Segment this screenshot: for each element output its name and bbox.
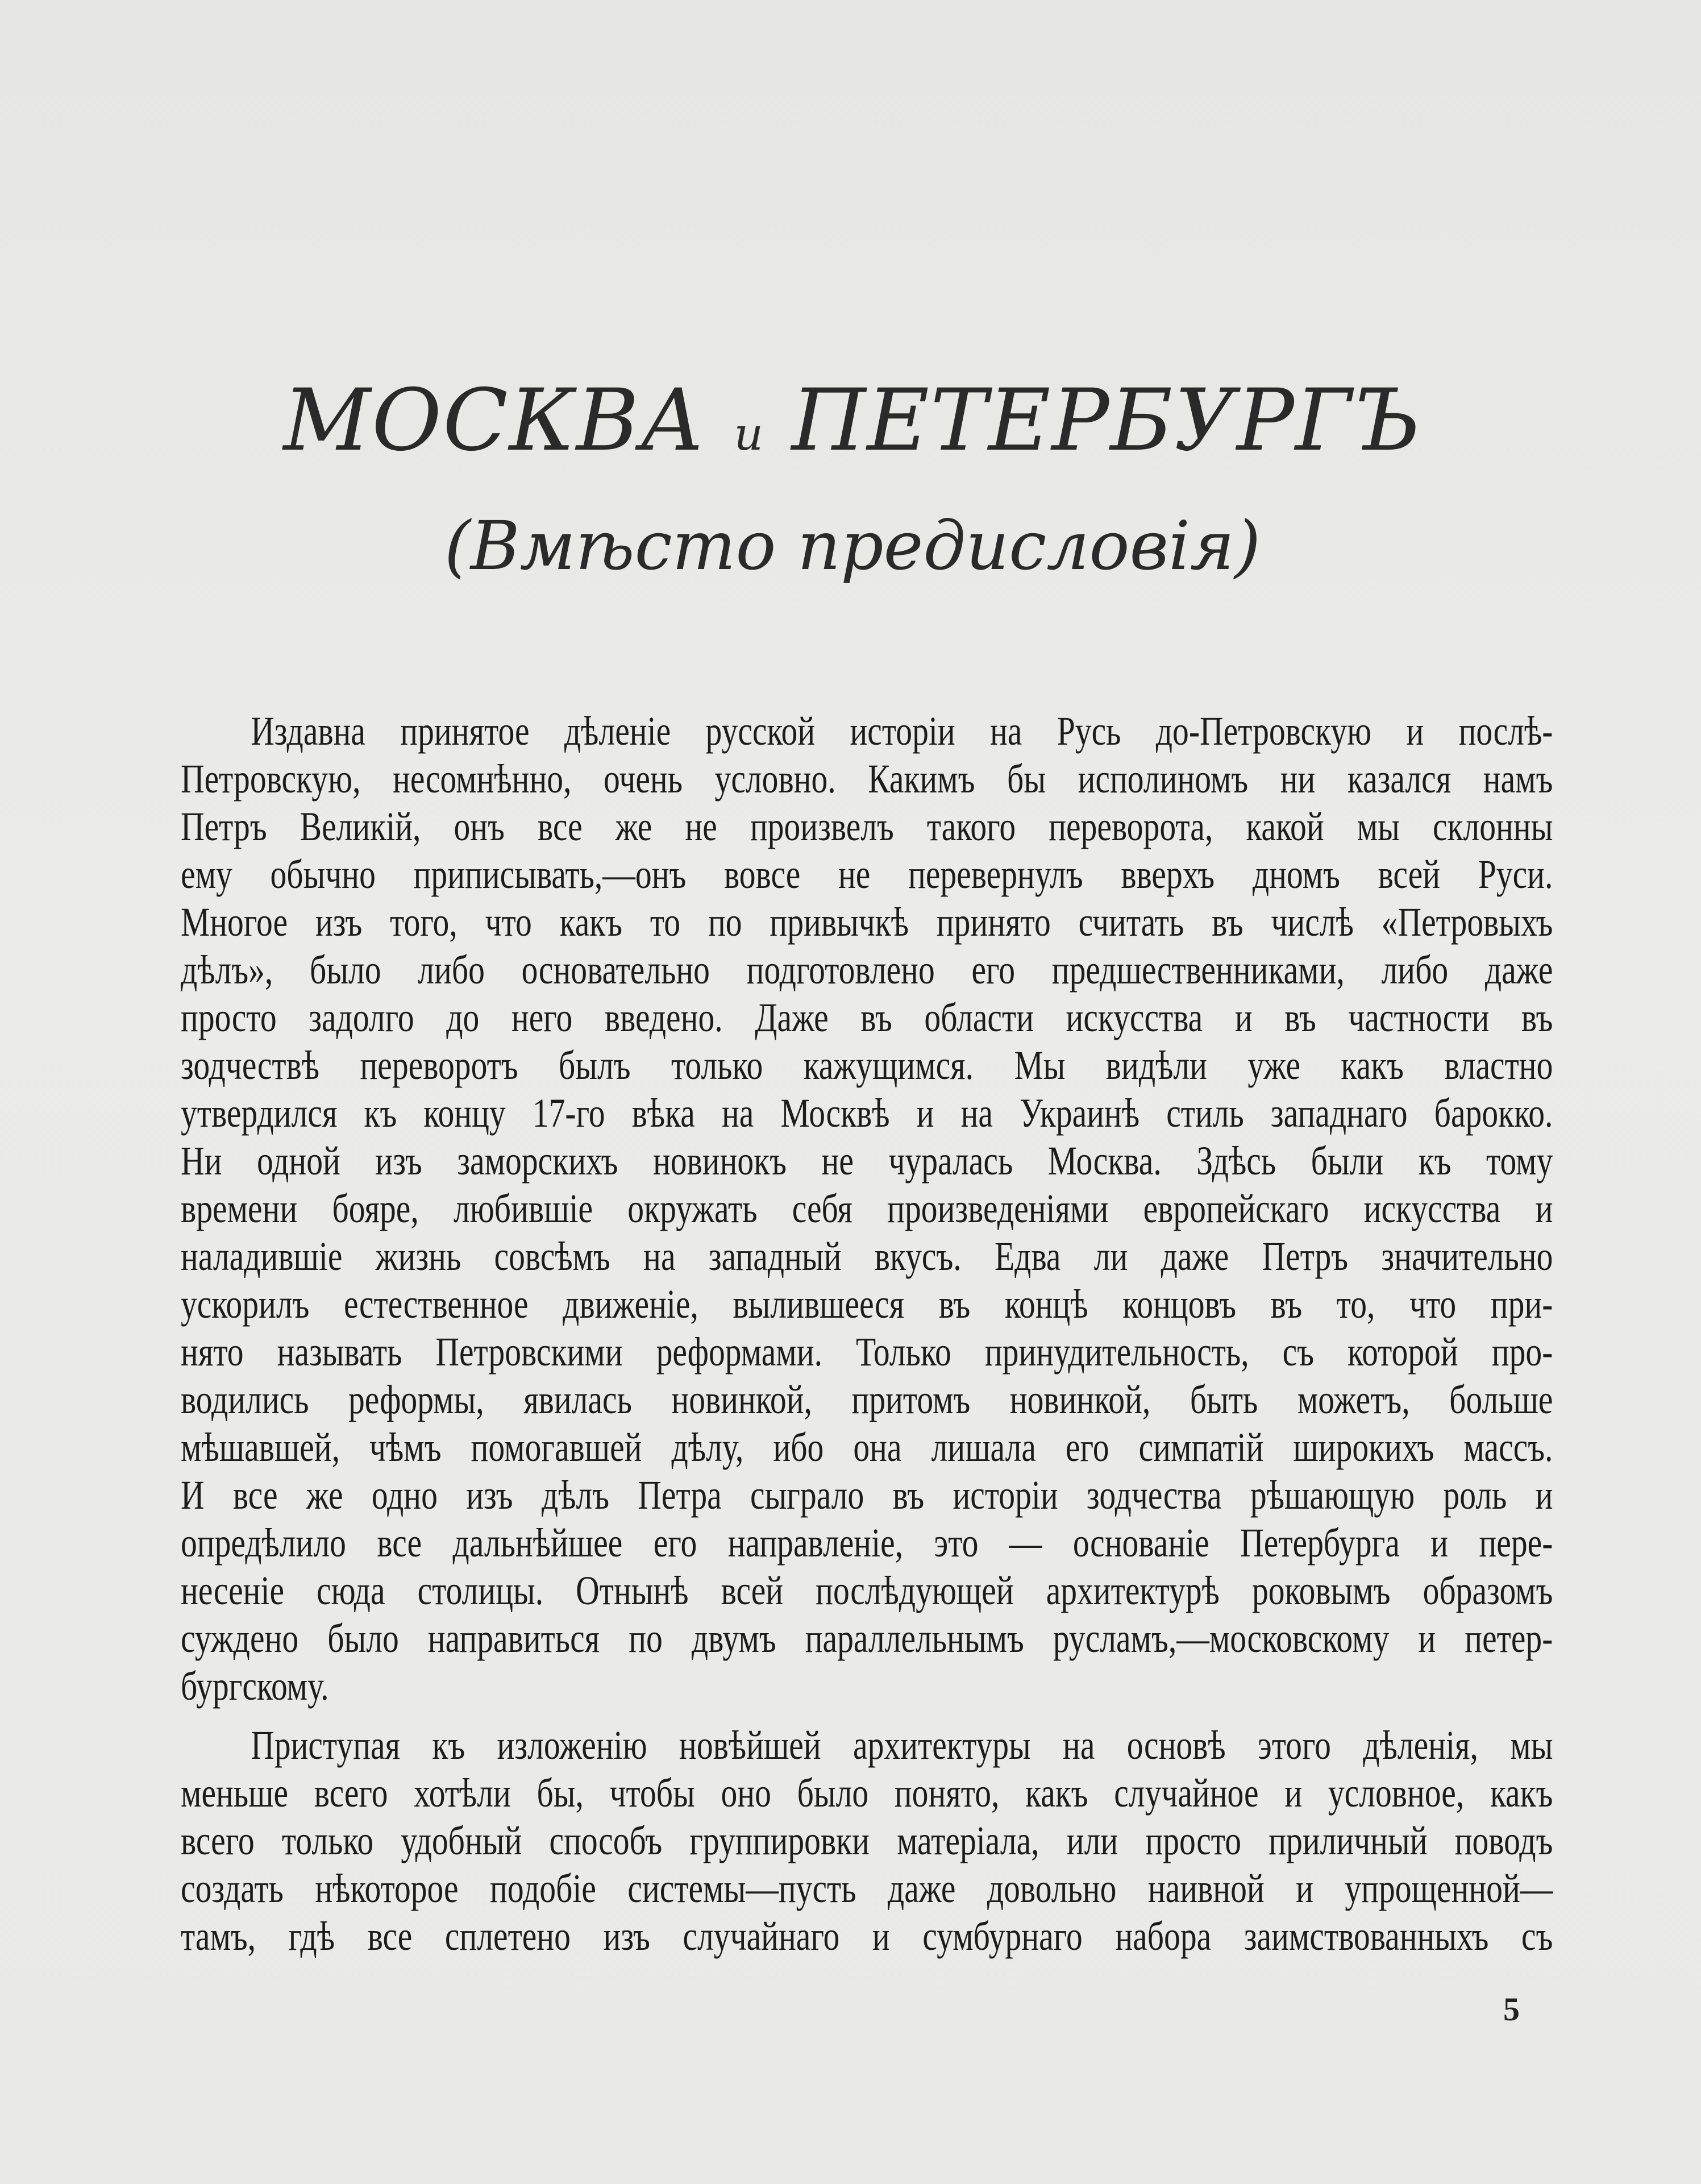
text-line: бургскому.: [181, 1663, 329, 1709]
text-line: мѣшавшей, чѣмъ помогавшей дѣлу, ибо она лишала его симпатій широкихъ массъ.: [181, 1425, 1553, 1470]
body-text: [181, 707, 1553, 1960]
page-number: 5: [1503, 1991, 1520, 2028]
text-line: тамъ, гдѣ все сплетено изъ случайнаго и сумбурнаго набора заимствованныхъ съ: [181, 1913, 1553, 1959]
text-line: нято называть Петровскими реформами. Только принудительность, съ которой про-: [181, 1329, 1553, 1375]
text-line: меньше всего хотѣли бы, чтобы оно было понято, какъ случайное и условное, какъ: [181, 1770, 1553, 1816]
text-line: Петровскую, несомнѣнно, очень условно. Какимъ бы исполиномъ ни казался намъ: [181, 756, 1553, 802]
text-line: времени бояре, любившіе окружать себя произведеніями европейскаго искусства и: [181, 1186, 1553, 1231]
text-line: ускорилъ естественное движеніе, вылившееся въ концѣ концовъ въ то, что при-: [181, 1281, 1553, 1327]
text-line: Издавна принятое дѣленіе русской исторіи на Русь до-Петровскую и послѣ-: [251, 708, 1553, 754]
text-line: Приступая къ изложенію новѣйшей архитектуры на основѣ этого дѣленія, мы: [251, 1722, 1553, 1768]
text-line: Многое изъ того, что какъ то по привычкѣ принято считать въ числѣ «Петровыхъ: [181, 899, 1553, 945]
text-line: просто задолго до него введено. Даже въ области искусства и въ частности въ: [181, 995, 1553, 1040]
text-line: наладившіе жизнь совсѣмъ на западный вкусъ. Едва ли даже Петръ значительно: [181, 1234, 1553, 1279]
text-line: утвердился къ концу 17-го вѣка на Москвѣ и на Украинѣ стиль западнаго барокко.: [181, 1090, 1553, 1136]
text-line: ему обычно приписывать,—онъ вовсе не перевернулъ вверхъ дномъ всей Руси.: [181, 852, 1553, 897]
chapter-subtitle: (Вмѣсто предисловія): [444, 506, 1261, 585]
title-petersburg: ПЕТЕРБУРГЪ: [791, 371, 1422, 470]
text-line: И все же одно изъ дѣлъ Петра сыграло въ исторіи зодчества рѣшающую роль и: [181, 1472, 1553, 1518]
text-line: зодчествѣ переворотъ былъ только кажущимся. Мы видѣли уже какъ властно: [181, 1043, 1553, 1088]
text-line: водились реформы, явилась новинкой, притомъ новинкой, быть можетъ, больше: [181, 1377, 1553, 1422]
text-line: несеніе сюда столицы. Отнынѣ всей послѣдующей архитектурѣ роковымъ образомъ: [181, 1568, 1553, 1613]
text-line: Петръ Великій, онъ все же не произвелъ такого переворота, какой мы склонны: [181, 804, 1553, 849]
title-moscow: МОСКВА: [283, 371, 706, 470]
paragraph-gap: [181, 1710, 1553, 1721]
text-line: суждено было направиться по двумъ параллельнымъ русламъ,—московскому и петер-: [181, 1616, 1553, 1661]
text-line: опредѣлило все дальнѣйшее его направленіе, это — основаніе Петербурга и пере-: [181, 1520, 1553, 1566]
text-line: всего только удобный способъ группировки матеріала, или просто приличный поводъ: [181, 1818, 1553, 1863]
chapter-title: [261, 364, 1444, 491]
text-line: создать нѣкоторое подобіе системы—пусть даже довольно наивной и упрощенной—: [181, 1866, 1553, 1911]
text-line: дѣлъ», было либо основательно подготовлено его предшественниками, либо даже: [181, 947, 1553, 993]
text-line: Ни одной изъ заморскихъ новинокъ не чуралась Москва. Здѣсь были къ тому: [181, 1138, 1553, 1184]
title-conjunction: и: [734, 408, 763, 460]
